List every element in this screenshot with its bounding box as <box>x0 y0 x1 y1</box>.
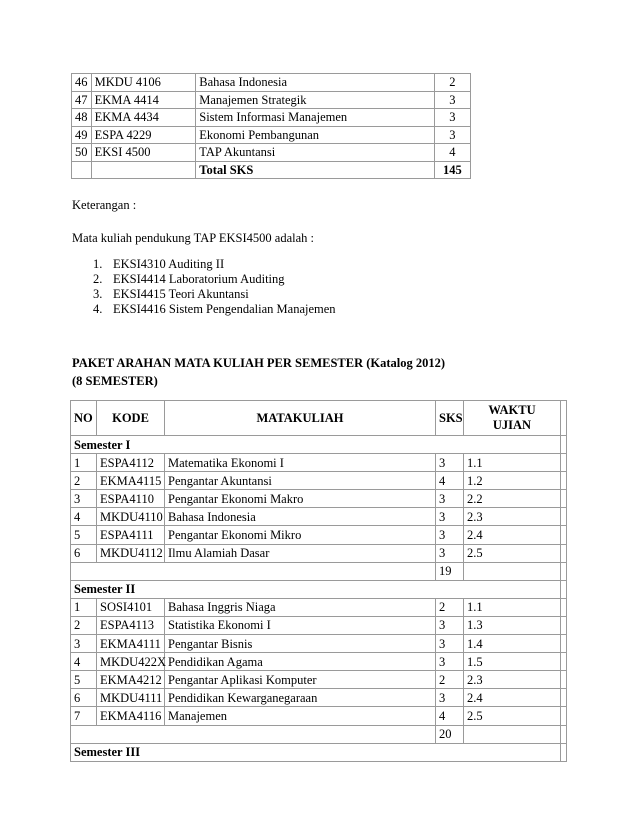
row-waktu-ujian: 2.2 <box>464 490 561 508</box>
row-no: 46 <box>72 74 92 92</box>
list-item <box>93 257 336 272</box>
table-row <box>71 544 567 562</box>
row-sks: 3 <box>436 454 464 472</box>
row-sks: 4 <box>436 472 464 490</box>
row-sks: 2 <box>436 671 464 689</box>
row-waktu-ujian: 1.5 <box>464 653 561 671</box>
table-row <box>71 653 567 671</box>
row-sks: 2 <box>434 74 470 92</box>
table-row <box>71 598 567 616</box>
row-matakuliah: Ilmu Alamiah Dasar <box>165 544 436 562</box>
row-no: 4 <box>71 653 97 671</box>
semester-total-row <box>71 725 567 743</box>
row-sks: 3 <box>436 544 464 562</box>
row-kode: EKSI 4500 <box>91 144 196 162</box>
list-item <box>93 302 336 317</box>
row-waktu-ujian: 2.4 <box>464 689 561 707</box>
table-row <box>71 472 567 490</box>
row-no: 1 <box>71 598 97 616</box>
row-no: 2 <box>71 616 97 634</box>
row-sks: 3 <box>436 508 464 526</box>
semester-total-row <box>71 562 567 580</box>
row-kode: EKMA 4434 <box>91 109 196 127</box>
header-sks: SKS <box>436 401 464 436</box>
row-no: 5 <box>71 671 97 689</box>
header-no: NO <box>71 401 97 436</box>
row-matakuliah: Pengantar Aplikasi Komputer <box>165 671 436 689</box>
row-matakuliah: Pengantar Akuntansi <box>165 472 436 490</box>
paket-title-line2: (8 SEMESTER) <box>72 374 158 388</box>
header-waktu-ujian <box>464 401 561 436</box>
row-matakuliah: Statistika Ekonomi I <box>165 616 436 634</box>
table-row <box>72 91 471 109</box>
row-waktu-ujian: 1.3 <box>464 616 561 634</box>
table-row <box>71 635 567 653</box>
semester-total-sks: 20 <box>436 725 464 743</box>
table-row <box>71 671 567 689</box>
header-matakuliah: MATAKULIAH <box>165 401 436 436</box>
keterangan-label: Keterangan : <box>72 198 137 212</box>
row-matakuliah: Bahasa Indonesia <box>196 74 434 92</box>
row-waktu-ujian: 1.2 <box>464 472 561 490</box>
row-kode: ESPA 4229 <box>91 126 196 144</box>
total-sks-label: Total SKS <box>196 161 434 179</box>
list-item-number: 2. <box>93 272 103 286</box>
row-no: 6 <box>71 689 97 707</box>
row-kode: ESPA4112 <box>97 454 165 472</box>
total-sks-value: 145 <box>434 161 470 179</box>
row-matakuliah: Pendidikan Agama <box>165 653 436 671</box>
row-kode: EKMA 4414 <box>91 91 196 109</box>
row-kode: MKDU 4106 <box>91 74 196 92</box>
semester-total-sks: 19 <box>436 562 464 580</box>
list-item-text: EKSI4415 Teori Akuntansi <box>113 287 249 301</box>
row-waktu-ujian: 1.1 <box>464 598 561 616</box>
row-no: 48 <box>72 109 92 127</box>
row-matakuliah: Matematika Ekonomi I <box>165 454 436 472</box>
list-item-text: EKSI4310 Auditing II <box>113 257 225 271</box>
row-no: 5 <box>71 526 97 544</box>
row-matakuliah: Ekonomi Pembangunan <box>196 126 434 144</box>
row-matakuliah: Pendidikan Kewarganegaraan <box>165 689 436 707</box>
header-waktu-line2: UJIAN <box>492 418 532 432</box>
row-no: 3 <box>71 635 97 653</box>
row-sks: 3 <box>436 616 464 634</box>
table-row <box>71 707 567 725</box>
list-item-text: EKSI4414 Laboratorium Auditing <box>113 272 285 286</box>
row-waktu-ujian: 2.5 <box>464 707 561 725</box>
row-sks: 3 <box>434 126 470 144</box>
row-kode: MKDU4110 <box>97 508 165 526</box>
row-waktu-ujian: 1.1 <box>464 454 561 472</box>
semester-course-table <box>70 400 567 762</box>
row-sks: 3 <box>436 635 464 653</box>
semester-1-row <box>71 436 567 454</box>
semester-3-row <box>71 743 567 761</box>
row-matakuliah: Bahasa Indonesia <box>165 508 436 526</box>
table-row <box>72 109 471 127</box>
row-waktu-ujian: 2.5 <box>464 544 561 562</box>
row-sks: 3 <box>434 109 470 127</box>
list-item-number: 1. <box>93 257 103 271</box>
row-kode: MKDU4112 <box>97 544 165 562</box>
row-sks: 3 <box>434 91 470 109</box>
row-no: 47 <box>72 91 92 109</box>
list-item-text: EKSI4416 Sistem Pengendalian Manajemen <box>113 302 336 316</box>
row-no: 50 <box>72 144 92 162</box>
table-row <box>71 526 567 544</box>
row-no: 1 <box>71 454 97 472</box>
table-row <box>72 74 471 92</box>
table-row <box>71 689 567 707</box>
row-kode: EKMA4116 <box>97 707 165 725</box>
row-sks: 3 <box>436 526 464 544</box>
row-no: 49 <box>72 126 92 144</box>
paket-title-line1: PAKET ARAHAN MATA KULIAH PER SEMESTER (Katalog 2012) <box>72 356 446 370</box>
row-matakuliah: Pengantar Ekonomi Makro <box>165 490 436 508</box>
header-row <box>71 401 567 436</box>
pendukung-list <box>93 257 336 317</box>
row-waktu-ujian: 2.4 <box>464 526 561 544</box>
row-matakuliah: Pengantar Ekonomi Mikro <box>165 526 436 544</box>
row-kode: ESPA4110 <box>97 490 165 508</box>
row-matakuliah: Manajemen <box>165 707 436 725</box>
table-row <box>71 508 567 526</box>
header-kode: KODE <box>97 401 165 436</box>
row-sks: 3 <box>436 653 464 671</box>
row-no: 4 <box>71 508 97 526</box>
table-row <box>72 126 471 144</box>
table-row <box>72 144 471 162</box>
semester-3-row-label: Semester III <box>71 743 561 761</box>
row-kode: ESPA4113 <box>97 616 165 634</box>
row-kode: EKMA4111 <box>97 635 165 653</box>
paket-title <box>72 354 445 390</box>
row-sks: 4 <box>436 707 464 725</box>
row-matakuliah: Sistem Informasi Manajemen <box>196 109 434 127</box>
row-matakuliah: Manajemen Strategik <box>196 91 434 109</box>
row-matakuliah: TAP Akuntansi <box>196 144 434 162</box>
semester-2-row <box>71 580 567 598</box>
total-sks-row <box>72 161 471 179</box>
table-row <box>71 616 567 634</box>
semester-1-row-label: Semester I <box>71 436 561 454</box>
row-sks: 4 <box>434 144 470 162</box>
list-item-number: 3. <box>93 287 103 301</box>
row-no: 6 <box>71 544 97 562</box>
list-item <box>93 287 336 302</box>
list-item-number: 4. <box>93 302 103 316</box>
table-row <box>71 454 567 472</box>
row-kode: MKDU4111 <box>97 689 165 707</box>
pendukung-intro: Mata kuliah pendukung TAP EKSI4500 adalah : <box>72 231 315 245</box>
header-waktu-line1: WAKTU <box>488 403 536 417</box>
row-waktu-ujian: 2.3 <box>464 508 561 526</box>
row-no: 3 <box>71 490 97 508</box>
row-kode: SOSI4101 <box>97 598 165 616</box>
row-kode: MKDU422X <box>97 653 165 671</box>
row-kode: EKMA4115 <box>97 472 165 490</box>
row-matakuliah: Bahasa Inggris Niaga <box>165 598 436 616</box>
row-kode: EKMA4212 <box>97 671 165 689</box>
row-waktu-ujian: 1.4 <box>464 635 561 653</box>
row-kode: ESPA4111 <box>97 526 165 544</box>
row-sks: 3 <box>436 689 464 707</box>
semester-2-row-label: Semester II <box>71 580 561 598</box>
row-matakuliah: Pengantar Bisnis <box>165 635 436 653</box>
row-sks: 3 <box>436 490 464 508</box>
row-no: 2 <box>71 472 97 490</box>
list-item <box>93 272 336 287</box>
row-no: 7 <box>71 707 97 725</box>
row-sks: 2 <box>436 598 464 616</box>
row-waktu-ujian: 2.3 <box>464 671 561 689</box>
table-row <box>71 490 567 508</box>
top-course-table <box>71 73 471 179</box>
